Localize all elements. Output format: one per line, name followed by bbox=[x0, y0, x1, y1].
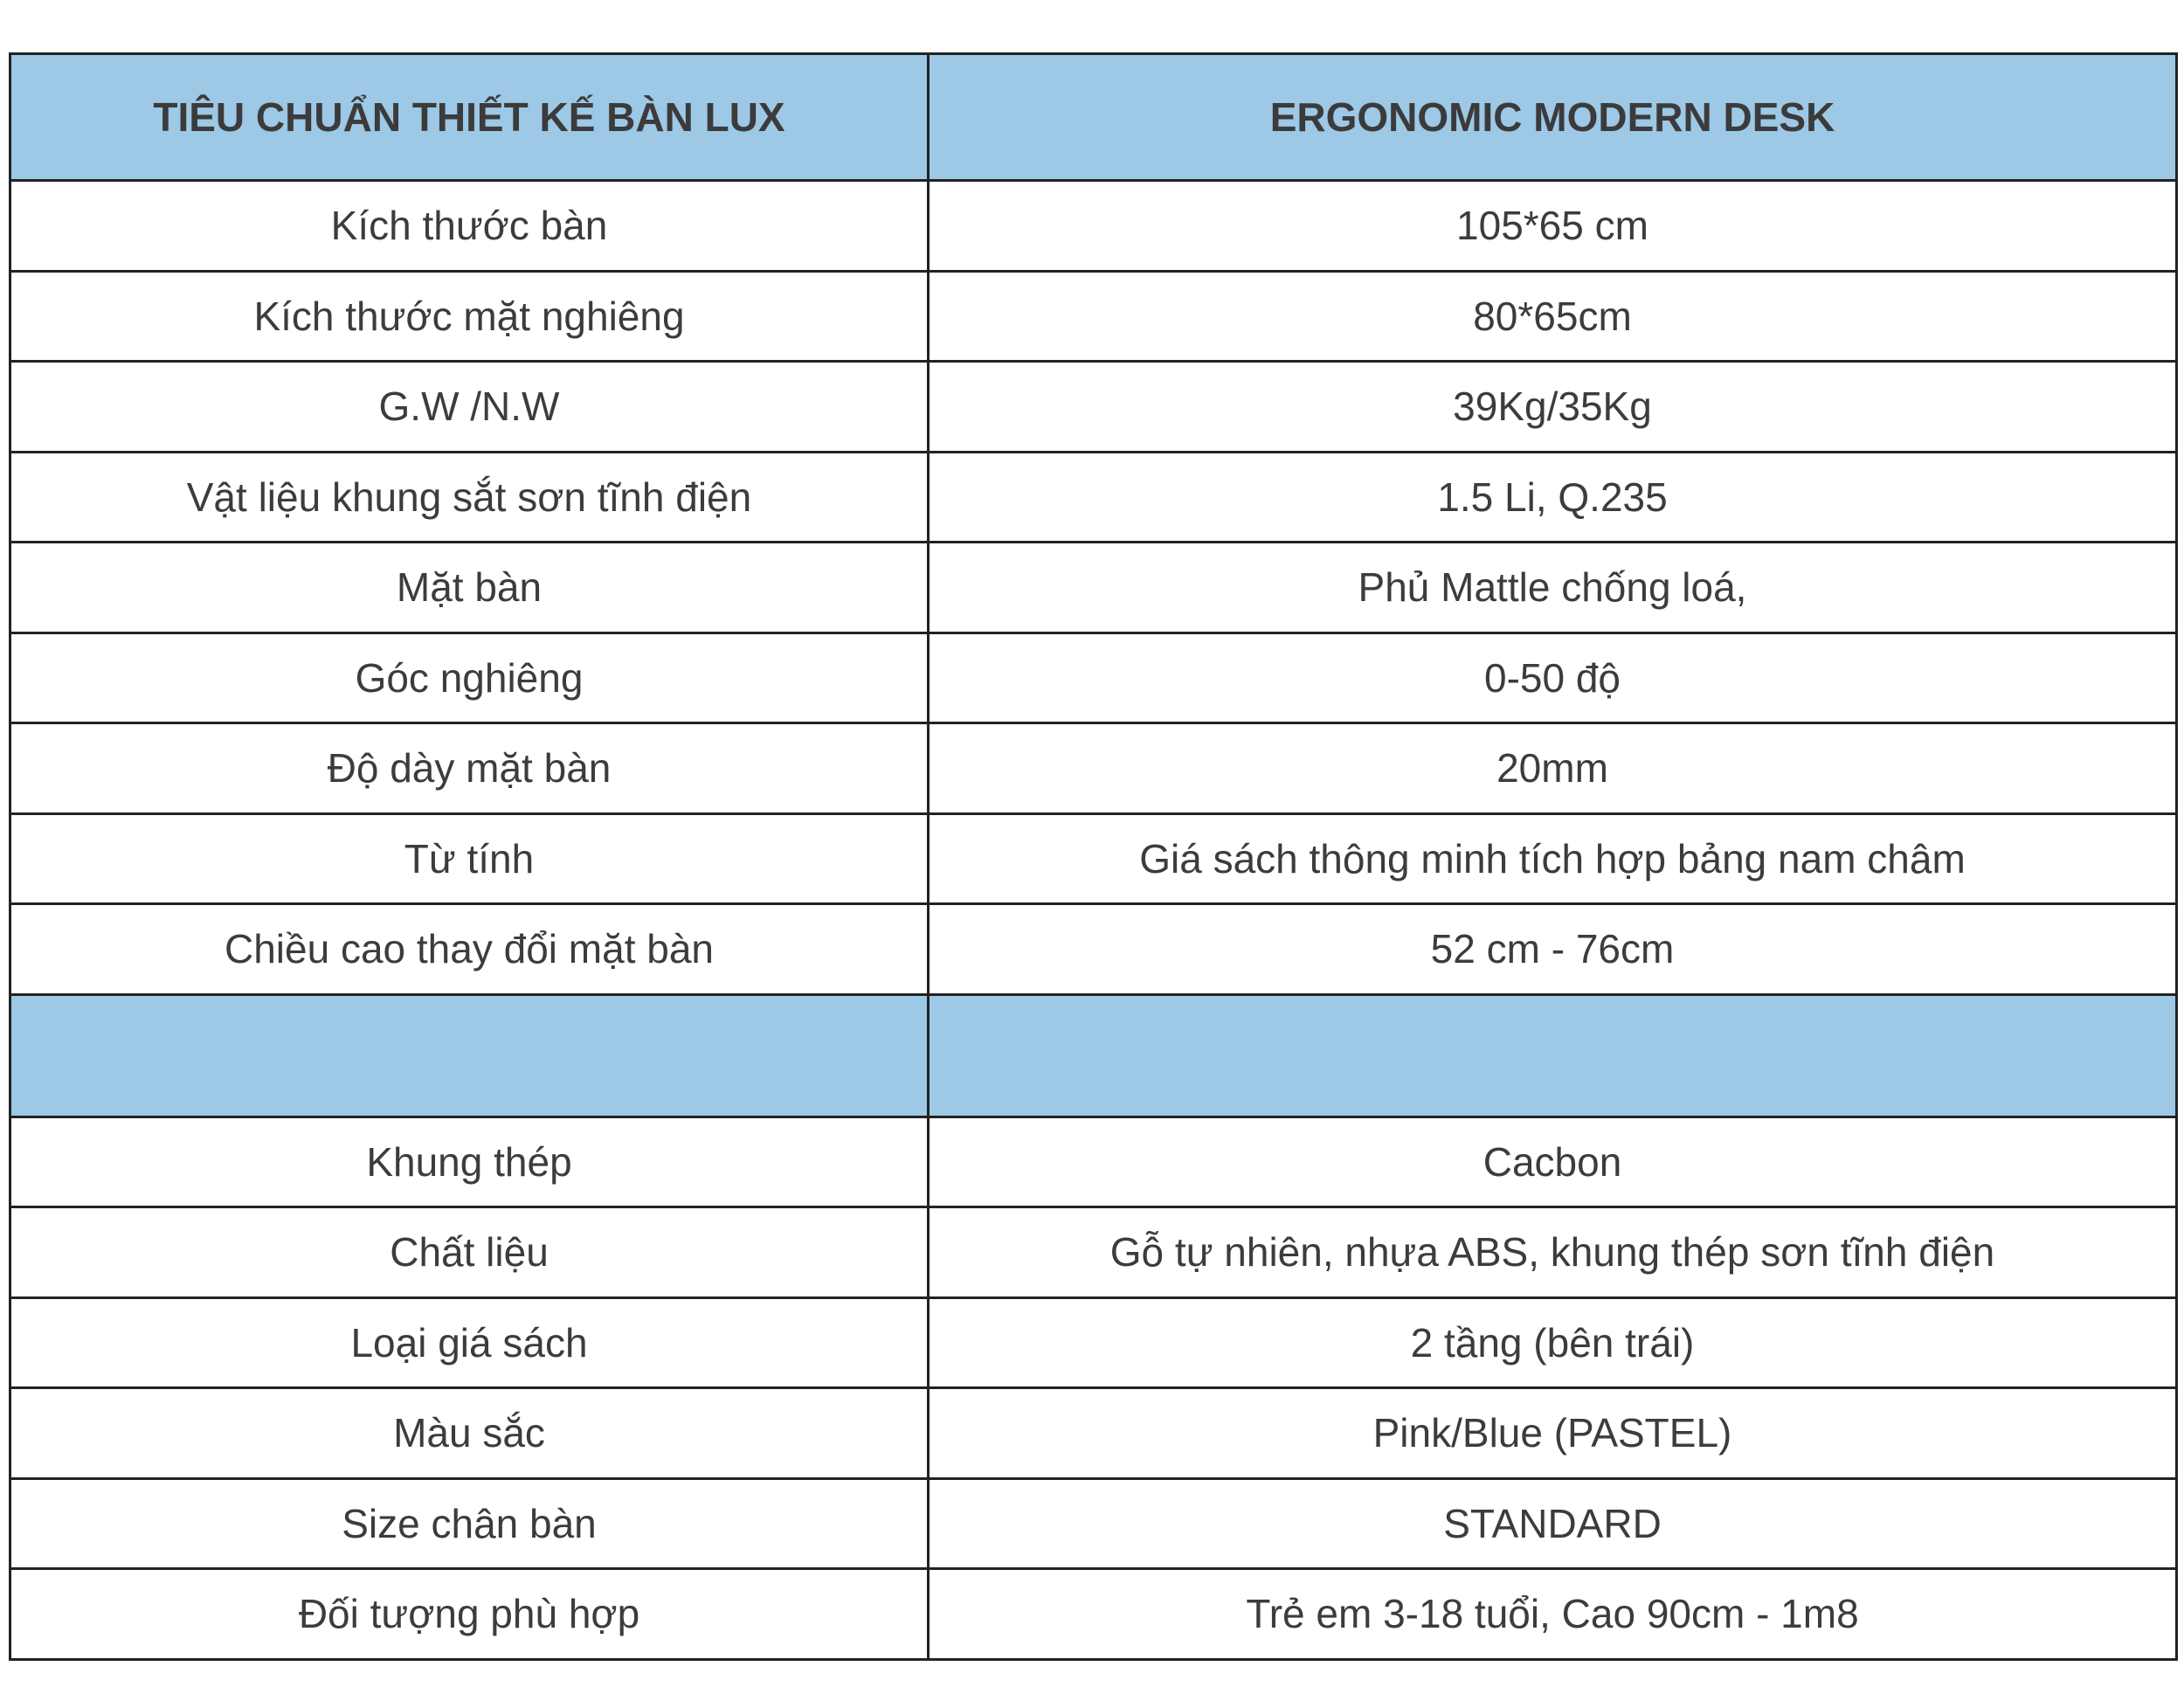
table-row bbox=[10, 1207, 2177, 1298]
separator-cell-left bbox=[10, 994, 929, 1117]
row-value: 1.5 Li, Q.235 bbox=[929, 452, 2177, 543]
row-value: Cacbon bbox=[929, 1117, 2177, 1207]
table-row bbox=[10, 271, 2177, 362]
row-label: Size chân bàn bbox=[10, 1478, 929, 1569]
header-spec-label: TIÊU CHUẨN THIẾT KẾ BÀN LUX bbox=[10, 54, 929, 181]
row-label: Chiều cao thay đổi mặt bàn bbox=[10, 904, 929, 995]
row-label: Khung thép bbox=[10, 1117, 929, 1207]
row-value: STANDARD bbox=[929, 1478, 2177, 1569]
row-value: Gỗ tự nhiên, nhựa ABS, khung thép sơn tĩnh điện bbox=[929, 1207, 2177, 1298]
table-row bbox=[10, 181, 2177, 272]
separator-cell-right bbox=[929, 994, 2177, 1117]
row-label: Loại giá sách bbox=[10, 1297, 929, 1388]
table-row bbox=[10, 723, 2177, 814]
section-separator-row bbox=[10, 994, 2177, 1117]
row-value: 105*65 cm bbox=[929, 181, 2177, 272]
row-value: 2 tầng (bên trái) bbox=[929, 1297, 2177, 1388]
row-value: 0-50 độ bbox=[929, 633, 2177, 723]
row-label: Mặt bàn bbox=[10, 543, 929, 633]
row-label: G.W /N.W bbox=[10, 362, 929, 453]
row-label: Màu sắc bbox=[10, 1388, 929, 1479]
table-row bbox=[10, 1388, 2177, 1479]
spec-table bbox=[9, 52, 2178, 1661]
row-label: Vật liệu khung sắt sơn tĩnh điện bbox=[10, 452, 929, 543]
table-row bbox=[10, 1569, 2177, 1660]
row-label: Chất liệu bbox=[10, 1207, 929, 1298]
row-value: 39Kg/35Kg bbox=[929, 362, 2177, 453]
table-row bbox=[10, 1117, 2177, 1207]
table-row bbox=[10, 1297, 2177, 1388]
row-label: Kích thước mặt nghiêng bbox=[10, 271, 929, 362]
row-label: Góc nghiêng bbox=[10, 633, 929, 723]
table-row bbox=[10, 813, 2177, 904]
table-row bbox=[10, 1478, 2177, 1569]
table-row bbox=[10, 543, 2177, 633]
row-value: Phủ Mattle chống loá, bbox=[929, 543, 2177, 633]
row-label: Độ dày mặt bàn bbox=[10, 723, 929, 814]
row-value: Pink/Blue (PASTEL) bbox=[929, 1388, 2177, 1479]
table-row bbox=[10, 452, 2177, 543]
row-value: Trẻ em 3-18 tuổi, Cao 90cm - 1m8 bbox=[929, 1569, 2177, 1660]
row-label: Đối tượng phù hợp bbox=[10, 1569, 929, 1660]
row-value: 52 cm - 76cm bbox=[929, 904, 2177, 995]
row-value: Giá sách thông minh tích hợp bảng nam châm bbox=[929, 813, 2177, 904]
row-value: 20mm bbox=[929, 723, 2177, 814]
table-header-row bbox=[10, 54, 2177, 181]
row-label: Kích thước bàn bbox=[10, 181, 929, 272]
table-row bbox=[10, 362, 2177, 453]
row-label: Từ tính bbox=[10, 813, 929, 904]
table-row bbox=[10, 633, 2177, 723]
header-product-name: ERGONOMIC MODERN DESK bbox=[929, 54, 2177, 181]
table-row bbox=[10, 904, 2177, 995]
row-value: 80*65cm bbox=[929, 271, 2177, 362]
